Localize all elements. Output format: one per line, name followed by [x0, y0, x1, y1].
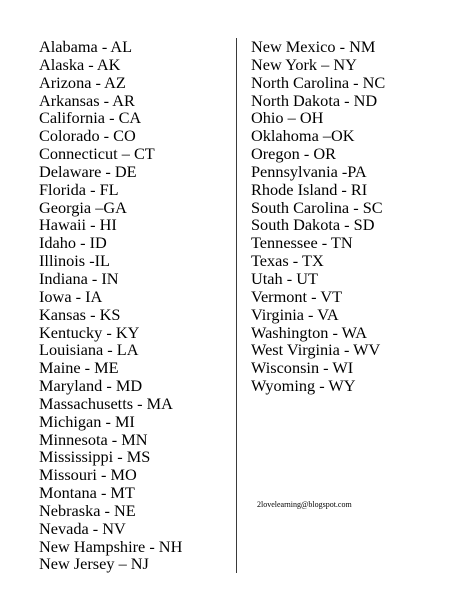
state-entry: New Mexico - NM — [251, 37, 376, 56]
state-entry: California - CA — [39, 108, 142, 128]
state-entry: Texas - TX — [251, 251, 324, 271]
state-entry: New Hampshire - NH — [39, 536, 183, 556]
state-entry: New Jersey – NJ — [39, 554, 149, 574]
state-entry: Kansas - KS — [39, 304, 121, 324]
state-entry: Washington - WA — [251, 322, 367, 342]
state-entry: Georgia –GA — [39, 197, 127, 217]
state-entry: Oklahoma –OK — [251, 126, 355, 146]
state-entry: Oregon - OR — [251, 144, 337, 164]
state-entry: North Dakota - ND — [251, 90, 378, 110]
state-entry: Massachusetts - MA — [39, 393, 173, 413]
column-divider — [236, 38, 237, 573]
state-entry: Idaho - ID — [39, 233, 107, 253]
state-entry: Rhode Island - RI — [251, 179, 368, 199]
state-entry: West Virginia - WV — [251, 340, 381, 360]
state-entry: Wisconsin - WI — [251, 358, 354, 378]
state-entry: Utah - UT — [251, 268, 318, 288]
state-entry: Maryland - MD — [39, 376, 143, 396]
state-entry: Vermont - VT — [251, 286, 343, 306]
state-entry: Louisiana - LA — [39, 340, 139, 360]
state-entry: Pennsylvania -PA — [251, 161, 367, 181]
state-entry: Nevada - NV — [39, 518, 126, 538]
state-entry: Montana - MT — [39, 483, 135, 503]
source-credit: 2lovelearning@blogspot.com — [257, 500, 352, 509]
state-entry: Wyoming - WY — [251, 376, 356, 396]
state-entry: Kentucky - KY — [39, 322, 140, 342]
state-entry: Colorado - CO — [39, 126, 136, 146]
state-entry: Maine - ME — [39, 358, 119, 378]
state-entry: Alabama - AL — [39, 37, 133, 56]
state-entry: Ohio – OH — [251, 108, 324, 128]
state-entry: Mississippi - MS — [39, 447, 151, 467]
left-state-column — [39, 38, 229, 573]
state-entry: Iowa - IA — [39, 286, 103, 306]
state-entry: Indiana - IN — [39, 268, 119, 288]
state-entry: South Carolina - SC — [251, 197, 383, 217]
state-entry: Tennessee - TN — [251, 233, 353, 253]
state-entry: Arizona - AZ — [39, 72, 126, 92]
state-entry: Missouri - MO — [39, 465, 137, 485]
state-entry: Hawaii - HI — [39, 215, 117, 235]
right-state-column — [251, 38, 451, 395]
state-entry: New York – NY — [251, 54, 357, 74]
state-entry: Michigan - MI — [39, 411, 135, 431]
state-entry: Delaware - DE — [39, 161, 137, 181]
state-entry: South Dakota - SD — [251, 215, 375, 235]
state-entry: Nebraska - NE — [39, 500, 136, 520]
state-entry: Arkansas - AR — [39, 90, 135, 110]
state-entry: Connecticut – CT — [39, 144, 155, 164]
state-entry: Florida - FL — [39, 179, 119, 199]
state-entry: Illinois -IL — [39, 251, 110, 271]
state-entry: North Carolina - NC — [251, 72, 386, 92]
state-entry: Minnesota - MN — [39, 429, 148, 449]
state-entry: Virginia - VA — [251, 304, 339, 324]
state-entry: Alaska - AK — [39, 54, 121, 74]
